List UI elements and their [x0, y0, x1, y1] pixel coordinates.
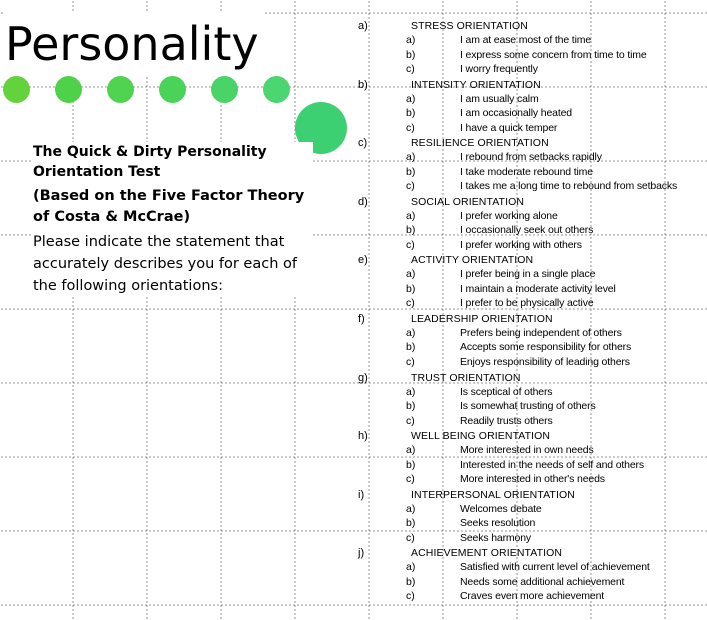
answer-option[interactable] [356, 531, 702, 545]
intro-text [33, 142, 313, 297]
option-letter: b) [406, 575, 416, 588]
question-title: INTENSITY ORIENTATION [411, 78, 541, 91]
option-text: I rebound from setbacks rapidly [460, 151, 602, 164]
question-item [356, 371, 702, 430]
option-text: Is somewhat trusting of others [460, 400, 596, 413]
option-text: I worry frequently [460, 63, 538, 75]
option-text: I prefer to be physically active [460, 297, 594, 310]
option-text: I am usually calm [460, 92, 539, 105]
answer-option[interactable] [356, 179, 702, 193]
option-text: I prefer working with others [460, 238, 582, 251]
test-instructions: Please indicate the statement that accurately describes you for each of the following orientations: [33, 234, 297, 294]
answer-option[interactable] [356, 267, 702, 281]
option-letter: b) [406, 517, 416, 530]
option-text: I have a quick temper [460, 121, 558, 134]
question-item [356, 546, 702, 605]
question-item [356, 429, 702, 488]
option-letter: a) [406, 151, 416, 164]
option-text: Readily trusts others [460, 414, 553, 427]
option-text: More interested in own needs [460, 444, 594, 457]
question-title: ACTIVITY ORIENTATION [411, 254, 534, 267]
answer-option[interactable] [356, 223, 702, 237]
green-dot-1 [3, 76, 30, 103]
question-item [356, 253, 702, 312]
option-letter: a) [406, 326, 416, 339]
answer-option[interactable] [356, 399, 702, 413]
option-letter: c) [406, 473, 415, 486]
option-letter: a) [406, 444, 416, 457]
question-letter: e) [358, 254, 368, 267]
answer-option[interactable] [356, 106, 702, 120]
option-letter: c) [406, 297, 415, 310]
question-letter: d) [358, 195, 368, 208]
question-letter: g) [358, 371, 368, 384]
answer-option[interactable] [356, 472, 702, 486]
option-text: I maintain a moderate activity level [460, 282, 616, 295]
green-dot-3 [107, 76, 134, 103]
answer-option[interactable] [356, 238, 702, 252]
option-letter: a) [406, 268, 416, 281]
green-dot-4 [159, 76, 186, 103]
option-letter: a) [406, 385, 416, 398]
answer-option[interactable] [356, 443, 702, 457]
option-text: Craves even more achievement [460, 590, 605, 603]
question-letter: j) [358, 547, 365, 560]
option-letter: c) [406, 355, 415, 368]
answer-option[interactable] [356, 589, 702, 603]
answer-option[interactable] [356, 296, 702, 310]
question-item [356, 312, 702, 371]
option-text: I occasionally seek out others [460, 224, 594, 237]
option-letter: b) [406, 341, 416, 354]
question-title: LEADERSHIP ORIENTATION [411, 312, 553, 325]
option-text: I takes me a long time to rebound from setbacks [460, 180, 678, 193]
answer-option[interactable] [356, 502, 702, 516]
option-text: Prefers being independent of others [460, 326, 622, 339]
option-letter: c) [406, 531, 415, 544]
answer-option[interactable] [356, 458, 702, 472]
green-dot-6 [263, 76, 290, 103]
answer-option[interactable] [356, 282, 702, 296]
option-text: I prefer being in a single place [460, 268, 596, 281]
question-item [356, 136, 702, 195]
answer-option[interactable] [356, 414, 702, 428]
option-letter: c) [406, 414, 415, 427]
option-text: Satisfied with current level of achievement [460, 561, 650, 574]
question-letter: f) [358, 312, 365, 325]
answer-option[interactable] [356, 326, 702, 340]
option-text: Accepts some responsibility for others [460, 341, 632, 354]
answer-option[interactable] [356, 385, 702, 399]
answer-option[interactable] [356, 150, 702, 164]
option-letter: b) [406, 224, 416, 237]
option-letter: b) [406, 107, 416, 120]
question-letter: h) [358, 430, 368, 443]
test-subheading: (Based on the Five Factor Theory of Costa & McCrae) [33, 188, 305, 225]
option-text: Enjoys responsibility of leading others [460, 355, 630, 368]
option-letter: a) [406, 92, 416, 105]
answer-option[interactable] [356, 33, 702, 47]
answer-option[interactable] [356, 48, 702, 62]
option-letter: b) [406, 458, 416, 471]
option-letter: b) [406, 48, 416, 61]
question-letter: c) [358, 137, 368, 150]
answer-option[interactable] [356, 575, 702, 589]
test-heading: The Quick & Dirty Personality Orientation Test [33, 144, 267, 180]
question-title: RESILIENCE ORIENTATION [411, 137, 549, 150]
question-item [356, 488, 702, 547]
answer-option[interactable] [356, 355, 702, 369]
green-dot-5 [211, 76, 238, 103]
page-title: Personality [5, 12, 265, 76]
answer-option[interactable] [356, 121, 702, 135]
answer-option[interactable] [356, 516, 702, 530]
answer-option[interactable] [356, 340, 702, 354]
question-item [356, 195, 702, 254]
option-letter: a) [406, 34, 416, 46]
option-text: I express some concern from time to time [460, 48, 647, 61]
option-letter: c) [406, 121, 415, 134]
option-text: I take moderate rebound time [460, 165, 593, 178]
option-letter: c) [406, 238, 415, 251]
option-text: Is sceptical of others [460, 385, 553, 398]
option-text: Welcomes debate [460, 502, 542, 515]
answer-option[interactable] [356, 92, 702, 106]
option-text: I am at ease most of the time [460, 34, 592, 46]
option-text: Seeks harmony [460, 531, 532, 544]
question-title: SOCIAL ORIENTATION [411, 195, 525, 208]
question-letter: i) [358, 488, 365, 501]
answer-option[interactable] [356, 560, 702, 574]
option-text: Needs some additional achievement [460, 575, 625, 588]
option-letter: b) [406, 165, 416, 178]
question-letter: b) [358, 78, 368, 91]
question-list [356, 19, 702, 605]
question-title: ACHIEVEMENT ORIENTATION [411, 547, 563, 560]
option-text: More interested in other's needs [460, 473, 605, 486]
option-letter: c) [406, 590, 415, 603]
answer-option[interactable] [356, 62, 702, 76]
green-dot-2 [55, 76, 82, 103]
option-text: Seeks resolution [460, 517, 536, 530]
question-title: TRUST ORIENTATION [411, 371, 521, 384]
question-title: INTERPERSONAL ORIENTATION [411, 488, 575, 501]
option-letter: b) [406, 400, 416, 413]
option-letter: a) [406, 502, 416, 515]
option-text: I am occasionally heated [460, 107, 572, 120]
option-text: I prefer working alone [460, 209, 558, 222]
option-letter: a) [406, 561, 416, 574]
option-letter: a) [406, 209, 416, 222]
question-letter: a) [358, 20, 368, 32]
question-item [356, 19, 702, 78]
answer-option[interactable] [356, 209, 702, 223]
question-item [356, 78, 702, 137]
option-text: Interested in the needs of self and others [460, 458, 644, 471]
option-letter: b) [406, 282, 416, 295]
option-letter: c) [406, 180, 415, 193]
answer-option[interactable] [356, 165, 702, 179]
question-title: STRESS ORIENTATION [411, 20, 528, 32]
option-letter: c) [406, 63, 415, 75]
question-title: WELL BEING ORIENTATION [411, 430, 551, 443]
